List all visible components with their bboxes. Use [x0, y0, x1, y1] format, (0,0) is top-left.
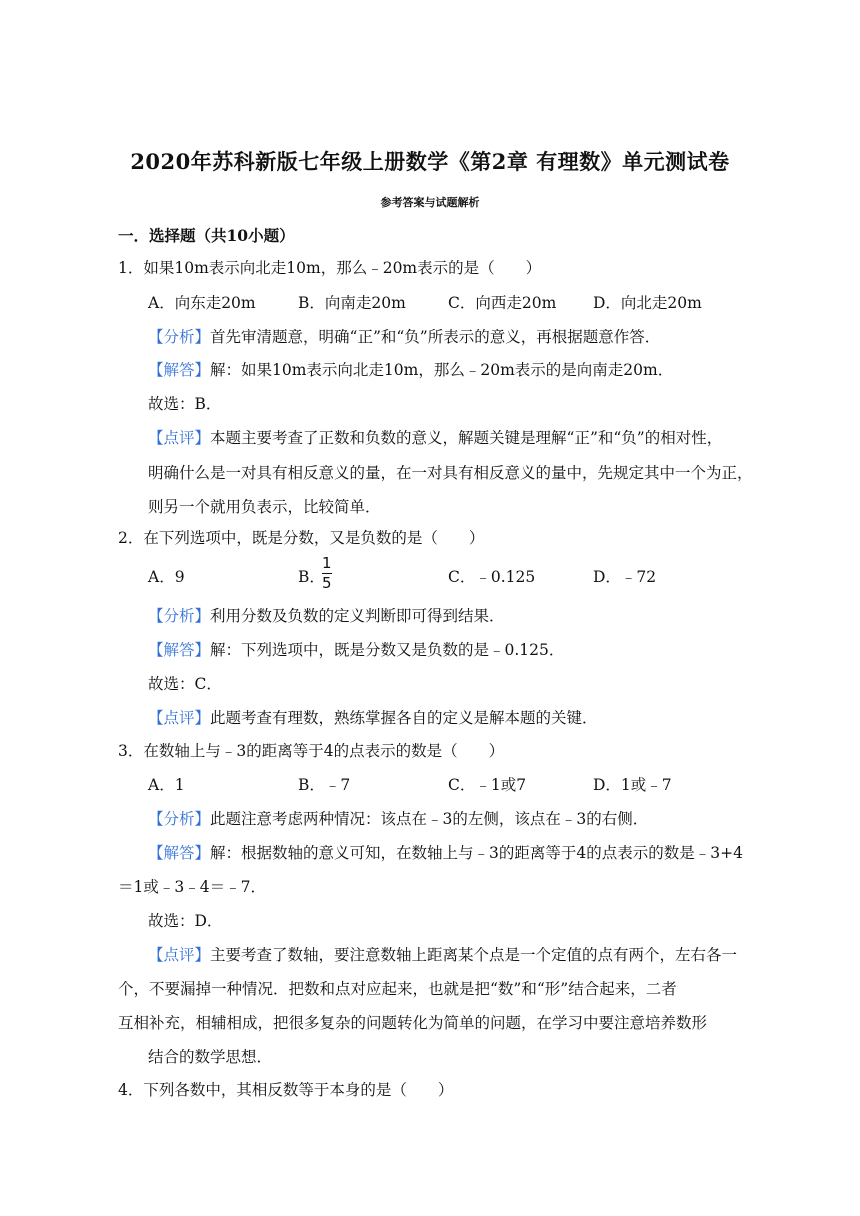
q2-solution-text: 解：下列选项中，既是分数又是负数的是﹣0.125． [210, 641, 565, 659]
q3-analysis [148, 809, 648, 829]
q1-analysis-text: 首先审清题意，明确“正”和“负”所表示的意义，再根据题意作答． [210, 328, 661, 346]
q2-option-d: D．﹣72 [593, 568, 657, 586]
q3-solution-continued: ＝1或﹣3﹣4＝﹣7． [118, 878, 266, 896]
q2-option-b: B． [298, 568, 325, 586]
comment-tag: 【点评】 [148, 429, 211, 447]
comment-tag: 【点评】 [148, 946, 211, 964]
q3-comment-line-2: 个，不要漏掉一种情况．把数和点对应起来，也就是把“数”和“形”结合起来，二者 [118, 980, 677, 998]
q1-comment [148, 428, 722, 448]
q2-option-b-fraction [322, 555, 332, 592]
q3-option-d: D．1或﹣7 [593, 776, 672, 794]
q3-choice: 故选：D． [148, 912, 223, 930]
q1-choice: 故选：B． [148, 395, 222, 413]
page-title: 2020年苏科新版七年级上册数学《第2章 有理数》单元测试卷 [130, 149, 730, 174]
q1-solution-text: 解：如果10m表示向北走10m，那么﹣20m表示的是向南走20m． [210, 361, 674, 379]
question-1-stem: 1．如果10m表示向北走10m，那么﹣20m表示的是（ ） [118, 259, 542, 277]
solution-tag: 【解答】 [148, 844, 211, 862]
section-heading: 一．选择题（共10小题） [118, 226, 295, 245]
q3-solution [148, 843, 743, 863]
q2-comment [148, 708, 598, 728]
q1-comment-line-3: 则另一个就用负表示，比较简单． [148, 498, 381, 516]
page-subtitle: 参考答案与试题解析 [380, 196, 480, 209]
q1-comment-line-2: 明确什么是一对具有相反意义的量，在一对具有相反意义的量中，先规定其中一个为正， [148, 464, 753, 482]
q3-comment [148, 945, 737, 965]
q1-analysis [148, 327, 660, 347]
q3-analysis-text: 此题注意考虑两种情况：该点在﹣3的左侧，该点在﹣3的右侧． [210, 810, 649, 828]
q1-option-c: C．向西走20m [448, 294, 557, 312]
comment-tag: 【点评】 [148, 709, 211, 727]
fraction-numerator: 1 [322, 554, 332, 572]
q1-solution [148, 360, 673, 380]
q3-option-c: C．﹣1或7 [448, 776, 527, 794]
solution-tag: 【解答】 [148, 641, 211, 659]
question-2-stem: 2．在下列选项中，既是分数，又是负数的是（ ） [118, 529, 485, 547]
q3-solution-text: 解：根据数轴的意义可知，在数轴上与﹣3的距离等于4的点表示的数是﹣3+4 [210, 844, 743, 862]
question-3-stem: 3．在数轴上与﹣3的距离等于4的点表示的数是（ ） [118, 742, 505, 760]
q2-comment-text: 此题考查有理数，熟练掌握各自的定义是解本题的关键． [210, 709, 598, 727]
q1-option-b: B．向南走20m [298, 294, 406, 312]
solution-tag: 【解答】 [148, 361, 211, 379]
q3-comment-line-3: 互相补充，相辅相成，把很多复杂的问题转化为简单的问题，在学习中要注意培养数形 [118, 1014, 708, 1032]
analysis-tag: 【分析】 [148, 810, 211, 828]
q3-option-a: A．1 [148, 776, 185, 794]
q2-analysis [148, 606, 505, 626]
q3-option-b: B．﹣7 [298, 776, 351, 794]
q3-comment-line-1: 主要考查了数轴，要注意数轴上距离某个点是一个定值的点有两个，左右各一 [210, 946, 738, 964]
q1-option-a: A．向东走20m [148, 294, 256, 312]
q1-comment-line-1: 本题主要考查了正数和负数的意义，解题关键是理解“正”和“负”的相对性， [210, 429, 723, 447]
analysis-tag: 【分析】 [148, 607, 211, 625]
q2-choice: 故选：C． [148, 675, 222, 693]
q2-option-c: C．﹣0.125 [448, 568, 536, 586]
q2-analysis-text: 利用分数及负数的定义判断即可得到结果． [210, 607, 505, 625]
question-4-stem: 4．下列各数中，其相反数等于本身的是（ ） [118, 1081, 454, 1099]
q3-comment-line-4: 结合的数学思想． [148, 1048, 273, 1066]
q1-option-d: D．向北走20m [593, 294, 702, 312]
analysis-tag: 【分析】 [148, 328, 211, 346]
q2-solution [148, 640, 564, 660]
fraction-denominator: 5 [322, 574, 332, 592]
q2-option-a: A．9 [148, 568, 185, 586]
